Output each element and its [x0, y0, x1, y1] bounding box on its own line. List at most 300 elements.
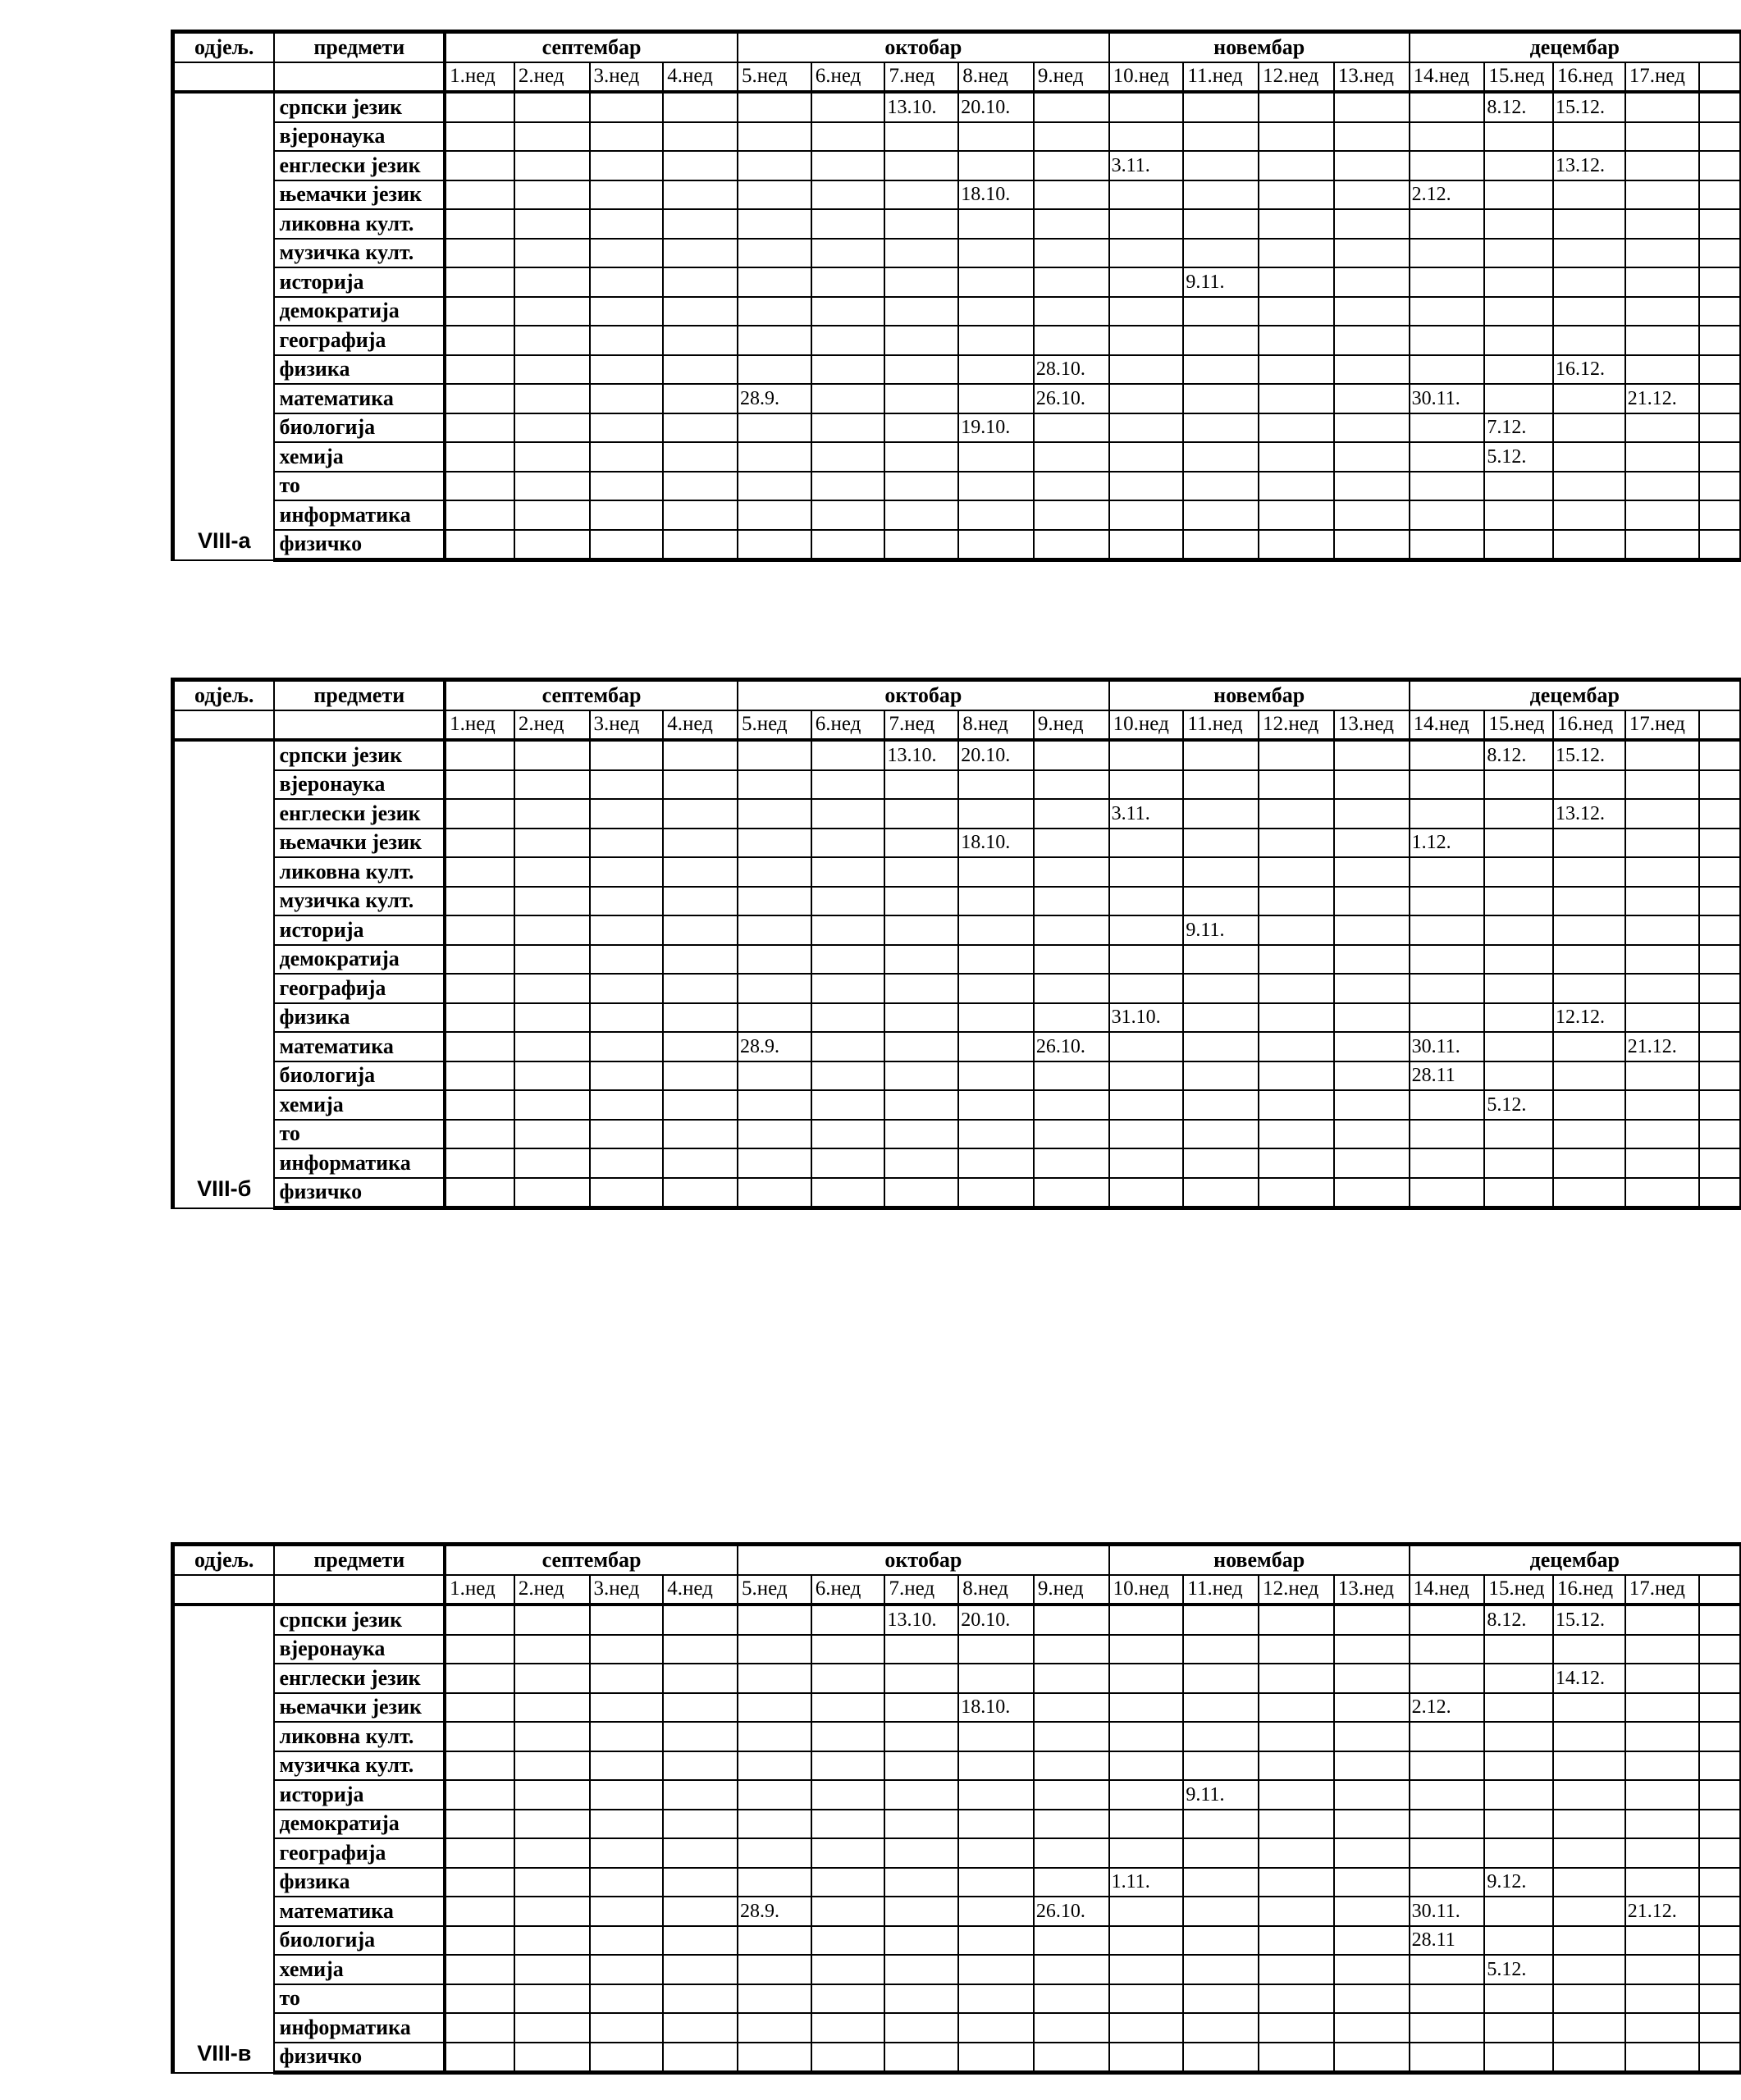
empty-cell	[590, 740, 664, 770]
schedule-table	[171, 1542, 1741, 2075]
empty-cell	[1484, 1780, 1553, 1810]
empty-cell	[1183, 472, 1259, 501]
empty-cell	[1625, 209, 1700, 239]
empty-cell	[1109, 530, 1184, 560]
empty-cell	[1553, 530, 1625, 560]
empty-cell	[1334, 1605, 1410, 1635]
empty-cell	[514, 530, 590, 560]
empty-cell	[738, 945, 811, 975]
empty-cell	[590, 1984, 664, 2014]
empty-cell	[1183, 1178, 1259, 1208]
empty-cell	[1553, 1780, 1625, 1810]
week-header: 10.нед	[1109, 1575, 1184, 1605]
empty-cell	[663, 829, 738, 858]
empty-cell	[1484, 1751, 1553, 1781]
empty-cell	[884, 122, 958, 152]
empty-cell	[1259, 355, 1334, 385]
empty-cell	[445, 413, 514, 443]
empty-cell	[1410, 326, 1485, 355]
empty-cell	[1259, 1810, 1334, 1839]
empty-cell	[1334, 1984, 1410, 2014]
schedule-table	[171, 678, 1741, 1210]
empty-cell	[663, 1722, 738, 1751]
empty-cell	[1410, 1780, 1485, 1810]
empty-cell	[884, 1178, 958, 1208]
empty-cell	[811, 442, 885, 472]
subject-name: историја	[274, 267, 445, 297]
empty-cell	[884, 799, 958, 829]
test-date-cell: 5.12.	[1484, 1955, 1553, 1984]
empty-cell	[1259, 1120, 1334, 1149]
empty-cell	[445, 1120, 514, 1149]
empty-cell	[1699, 1984, 1740, 2014]
empty-cell	[1625, 1722, 1700, 1751]
subject-row	[173, 530, 1741, 560]
empty-cell	[1259, 1780, 1334, 1810]
empty-cell	[1109, 180, 1184, 210]
empty-cell	[514, 1722, 590, 1751]
empty-cell	[958, 770, 1034, 800]
empty-cell	[1334, 297, 1410, 326]
empty-cell	[1183, 530, 1259, 560]
empty-cell	[1484, 500, 1553, 530]
empty-cell	[663, 92, 738, 122]
empty-cell	[1109, 1780, 1184, 1810]
subject-name: географија	[274, 326, 445, 355]
empty-cell	[1625, 1838, 1700, 1868]
empty-cell	[1699, 209, 1740, 239]
empty-cell	[884, 1120, 958, 1149]
empty-cell	[1259, 384, 1334, 413]
subject-row	[173, 1178, 1741, 1208]
week-header: 12.нед	[1259, 710, 1334, 741]
empty-cell	[1410, 799, 1485, 829]
empty-cell	[738, 297, 811, 326]
empty-cell	[1259, 297, 1334, 326]
empty-cell	[1553, 472, 1625, 501]
empty-cell	[1183, 326, 1259, 355]
empty-cell	[445, 500, 514, 530]
empty-cell	[1259, 1984, 1334, 2014]
test-date-cell: 18.10.	[958, 829, 1034, 858]
empty-cell	[1410, 1664, 1485, 1693]
empty-cell	[1410, 239, 1485, 268]
empty-cell	[1553, 384, 1625, 413]
empty-cell	[1553, 857, 1625, 887]
empty-cell	[590, 239, 664, 268]
empty-cell	[1334, 209, 1410, 239]
empty-cell	[1259, 887, 1334, 916]
empty-cell	[1183, 887, 1259, 916]
empty-cell	[1553, 1722, 1625, 1751]
empty-cell	[663, 1148, 738, 1178]
empty-cell	[1334, 1955, 1410, 1984]
empty-cell	[514, 1061, 590, 1091]
empty-cell	[1625, 151, 1700, 180]
empty-cell	[1699, 1120, 1740, 1149]
empty-cell	[884, 770, 958, 800]
empty-cell	[884, 1926, 958, 1956]
empty-cell	[1699, 1635, 1740, 1664]
empty-cell	[1625, 1178, 1700, 1208]
class-column-header: одјељ.	[173, 1545, 275, 1575]
empty-cell	[1259, 1926, 1334, 1956]
empty-cell	[738, 1868, 811, 1897]
week-header: 7.нед	[884, 710, 958, 741]
empty-cell	[811, 1664, 885, 1693]
empty-cell	[514, 857, 590, 887]
empty-cell	[1553, 1693, 1625, 1723]
empty-cell	[1334, 740, 1410, 770]
empty-header-cell	[274, 62, 445, 93]
test-date-cell: 26.10.	[1034, 384, 1109, 413]
empty-cell	[514, 1751, 590, 1781]
week-header: 10.нед	[1109, 710, 1184, 741]
empty-cell	[1334, 92, 1410, 122]
empty-cell	[1484, 770, 1553, 800]
week-header: 17.нед	[1625, 1575, 1700, 1605]
empty-cell	[1625, 1810, 1700, 1839]
empty-cell	[1334, 945, 1410, 975]
empty-cell	[514, 355, 590, 385]
test-date-cell: 28.9.	[738, 1032, 811, 1061]
empty-cell	[738, 151, 811, 180]
subject-row	[173, 1693, 1741, 1723]
month-header: октобар	[738, 1545, 1109, 1575]
empty-cell	[1183, 2013, 1259, 2043]
week-header: 6.нед	[811, 1575, 885, 1605]
empty-cell	[1109, 1061, 1184, 1091]
empty-cell	[1699, 857, 1740, 887]
subject-name: информатика	[274, 500, 445, 530]
empty-cell	[1484, 297, 1553, 326]
week-header: 9.нед	[1034, 62, 1109, 93]
empty-cell	[514, 1955, 590, 1984]
empty-cell	[445, 1955, 514, 1984]
test-date-cell: 21.12.	[1625, 1897, 1700, 1926]
empty-cell	[884, 1693, 958, 1723]
empty-cell	[884, 1061, 958, 1091]
subject-row	[173, 1751, 1741, 1781]
empty-cell	[738, 887, 811, 916]
empty-cell	[1625, 122, 1700, 152]
empty-cell	[958, 355, 1034, 385]
empty-cell	[1484, 1984, 1553, 2014]
empty-cell	[445, 267, 514, 297]
empty-cell	[1625, 1090, 1700, 1120]
empty-cell	[445, 974, 514, 1003]
empty-cell	[1334, 122, 1410, 152]
week-header: 2.нед	[514, 1575, 590, 1605]
empty-cell	[1699, 1897, 1740, 1926]
empty-cell	[445, 1926, 514, 1956]
test-date-cell: 3.11.	[1109, 799, 1184, 829]
empty-cell	[1034, 530, 1109, 560]
empty-cell	[1034, 1664, 1109, 1693]
empty-cell	[445, 122, 514, 152]
subject-row	[173, 384, 1741, 413]
empty-cell	[514, 2013, 590, 2043]
empty-cell	[1034, 209, 1109, 239]
test-date-cell: 30.11.	[1410, 384, 1485, 413]
empty-cell	[445, 799, 514, 829]
test-date-cell: 28.11	[1410, 1926, 1485, 1956]
empty-cell	[1034, 1120, 1109, 1149]
test-date-cell: 13.10.	[884, 1605, 958, 1635]
subject-name: географија	[274, 974, 445, 1003]
empty-cell	[884, 1751, 958, 1781]
empty-cell	[884, 1003, 958, 1033]
empty-cell	[1334, 1178, 1410, 1208]
empty-cell	[1034, 857, 1109, 887]
empty-cell	[1484, 355, 1553, 385]
empty-cell	[445, 1722, 514, 1751]
week-header: 11.нед	[1183, 62, 1259, 93]
empty-cell	[1484, 1897, 1553, 1926]
empty-cell	[590, 500, 664, 530]
test-date-cell: 9.11.	[1183, 915, 1259, 945]
week-header-row	[173, 1575, 1741, 1605]
empty-cell	[590, 770, 664, 800]
empty-cell	[1183, 1868, 1259, 1897]
empty-cell	[514, 1926, 590, 1956]
empty-cell	[1699, 384, 1740, 413]
subject-name: вјеронаука	[274, 122, 445, 152]
class-column-header: одјељ.	[173, 32, 275, 62]
empty-cell	[884, 915, 958, 945]
empty-cell	[663, 239, 738, 268]
empty-cell	[1109, 1120, 1184, 1149]
empty-cell	[1259, 472, 1334, 501]
empty-cell	[445, 770, 514, 800]
subjects-column-header: предмети	[274, 32, 445, 62]
empty-cell	[663, 1178, 738, 1208]
week-header: 4.нед	[663, 710, 738, 741]
empty-cell	[590, 945, 664, 975]
empty-cell	[1259, 1897, 1334, 1926]
empty-cell	[663, 297, 738, 326]
empty-cell	[958, 267, 1034, 297]
empty-cell	[1109, 1693, 1184, 1723]
empty-cell	[445, 887, 514, 916]
empty-cell	[590, 1722, 664, 1751]
empty-cell	[1625, 472, 1700, 501]
empty-cell	[590, 1090, 664, 1120]
empty-cell	[445, 1780, 514, 1810]
empty-cell	[1410, 770, 1485, 800]
empty-cell	[1109, 1810, 1184, 1839]
empty-cell	[884, 209, 958, 239]
empty-cell	[1699, 1955, 1740, 1984]
empty-cell	[958, 2013, 1034, 2043]
empty-cell	[1259, 180, 1334, 210]
subject-row	[173, 770, 1741, 800]
empty-cell	[590, 1605, 664, 1635]
week-header: 7.нед	[884, 1575, 958, 1605]
test-date-cell: 19.10.	[958, 413, 1034, 443]
empty-cell	[884, 1897, 958, 1926]
empty-cell	[1183, 1032, 1259, 1061]
month-header: септембар	[445, 32, 738, 62]
empty-cell	[811, 1148, 885, 1178]
test-date-cell: 2.12.	[1410, 1693, 1485, 1723]
empty-cell	[514, 974, 590, 1003]
empty-cell	[1334, 974, 1410, 1003]
empty-cell	[884, 413, 958, 443]
empty-cell	[1553, 500, 1625, 530]
empty-cell	[1034, 740, 1109, 770]
subject-row	[173, 267, 1741, 297]
empty-cell	[958, 2043, 1034, 2073]
subject-row	[173, 799, 1741, 829]
empty-cell	[1183, 1838, 1259, 1868]
empty-cell	[738, 267, 811, 297]
empty-cell	[1699, 1605, 1740, 1635]
empty-cell	[1699, 1780, 1740, 1810]
empty-cell	[811, 1120, 885, 1149]
empty-cell	[514, 1664, 590, 1693]
empty-cell	[1034, 1061, 1109, 1091]
empty-cell	[663, 1605, 738, 1635]
empty-cell	[1034, 267, 1109, 297]
empty-cell	[514, 1868, 590, 1897]
empty-cell	[514, 1810, 590, 1839]
subject-row	[173, 1032, 1741, 1061]
empty-cell	[884, 829, 958, 858]
empty-cell	[1484, 857, 1553, 887]
empty-cell	[1259, 267, 1334, 297]
empty-cell	[1625, 1120, 1700, 1149]
empty-cell	[590, 297, 664, 326]
empty-cell	[1410, 530, 1485, 560]
test-date-cell: 14.12.	[1553, 1664, 1625, 1693]
empty-cell	[663, 915, 738, 945]
week-header: 15.нед	[1484, 62, 1553, 93]
week-header: 13.нед	[1334, 62, 1410, 93]
empty-cell	[1699, 915, 1740, 945]
test-date-cell: 15.12.	[1553, 1605, 1625, 1635]
empty-cell	[1699, 297, 1740, 326]
empty-cell	[1625, 1605, 1700, 1635]
month-header: новембар	[1109, 680, 1410, 710]
empty-cell	[738, 1722, 811, 1751]
empty-cell	[738, 209, 811, 239]
empty-cell	[445, 2043, 514, 2073]
empty-cell	[1334, 887, 1410, 916]
week-header: 1.нед	[445, 710, 514, 741]
empty-cell	[1553, 770, 1625, 800]
week-header: 6.нед	[811, 62, 885, 93]
empty-cell	[738, 413, 811, 443]
subject-name: то	[274, 1984, 445, 2014]
empty-cell	[958, 1780, 1034, 1810]
empty-cell	[811, 1984, 885, 2014]
empty-cell	[884, 1090, 958, 1120]
empty-cell	[1484, 799, 1553, 829]
empty-cell	[884, 857, 958, 887]
empty-cell	[1183, 1693, 1259, 1723]
subject-row	[173, 1635, 1741, 1664]
empty-cell	[1625, 1693, 1700, 1723]
empty-cell	[1183, 1984, 1259, 2014]
empty-cell	[1410, 887, 1485, 916]
empty-cell	[1183, 1810, 1259, 1839]
week-header: 8.нед	[958, 1575, 1034, 1605]
subject-row	[173, 740, 1741, 770]
empty-cell	[1334, 1897, 1410, 1926]
subject-row	[173, 829, 1741, 858]
subject-name: музичка култ.	[274, 239, 445, 268]
test-date-cell: 2.12.	[1410, 180, 1485, 210]
empty-cell	[811, 1605, 885, 1635]
empty-cell	[1625, 1664, 1700, 1693]
empty-cell	[738, 355, 811, 385]
empty-cell	[1259, 1693, 1334, 1723]
empty-cell	[884, 2013, 958, 2043]
subject-name: биологија	[274, 1926, 445, 1956]
empty-cell	[1109, 857, 1184, 887]
empty-cell	[884, 1664, 958, 1693]
empty-cell	[514, 92, 590, 122]
empty-cell	[1410, 442, 1485, 472]
empty-cell	[1410, 92, 1485, 122]
empty-cell	[1484, 180, 1553, 210]
subject-row	[173, 887, 1741, 916]
empty-cell	[1699, 829, 1740, 858]
empty-cell	[958, 1897, 1034, 1926]
empty-header-cell	[173, 62, 275, 93]
empty-cell	[958, 1810, 1034, 1839]
empty-cell	[1553, 1148, 1625, 1178]
empty-cell	[811, 1868, 885, 1897]
empty-cell	[958, 472, 1034, 501]
empty-cell	[958, 1178, 1034, 1208]
empty-cell	[1410, 915, 1485, 945]
empty-cell	[514, 1090, 590, 1120]
empty-cell	[811, 500, 885, 530]
empty-cell	[1109, 239, 1184, 268]
empty-cell	[663, 887, 738, 916]
empty-cell	[1625, 239, 1700, 268]
empty-cell	[1334, 1090, 1410, 1120]
empty-cell	[1183, 945, 1259, 975]
empty-cell	[738, 530, 811, 560]
subject-row	[173, 1897, 1741, 1926]
empty-cell	[958, 239, 1034, 268]
empty-cell	[958, 1061, 1034, 1091]
test-date-cell: 15.12.	[1553, 92, 1625, 122]
week-header-row	[173, 62, 1741, 93]
empty-cell	[811, 829, 885, 858]
empty-cell	[1553, 1751, 1625, 1781]
empty-cell	[1410, 740, 1485, 770]
empty-cell	[1625, 326, 1700, 355]
empty-cell	[1109, 1984, 1184, 2014]
empty-cell	[738, 1635, 811, 1664]
empty-cell	[445, 1003, 514, 1033]
empty-cell	[884, 1868, 958, 1897]
empty-cell	[811, 1003, 885, 1033]
empty-cell	[811, 1061, 885, 1091]
empty-cell	[1259, 1003, 1334, 1033]
month-header: децембар	[1410, 1545, 1740, 1575]
empty-cell	[811, 355, 885, 385]
subject-name: математика	[274, 1897, 445, 1926]
subject-row	[173, 2013, 1741, 2043]
test-date-cell: 28.9.	[738, 1897, 811, 1926]
subject-name: српски језик	[274, 92, 445, 122]
empty-cell	[811, 1955, 885, 1984]
